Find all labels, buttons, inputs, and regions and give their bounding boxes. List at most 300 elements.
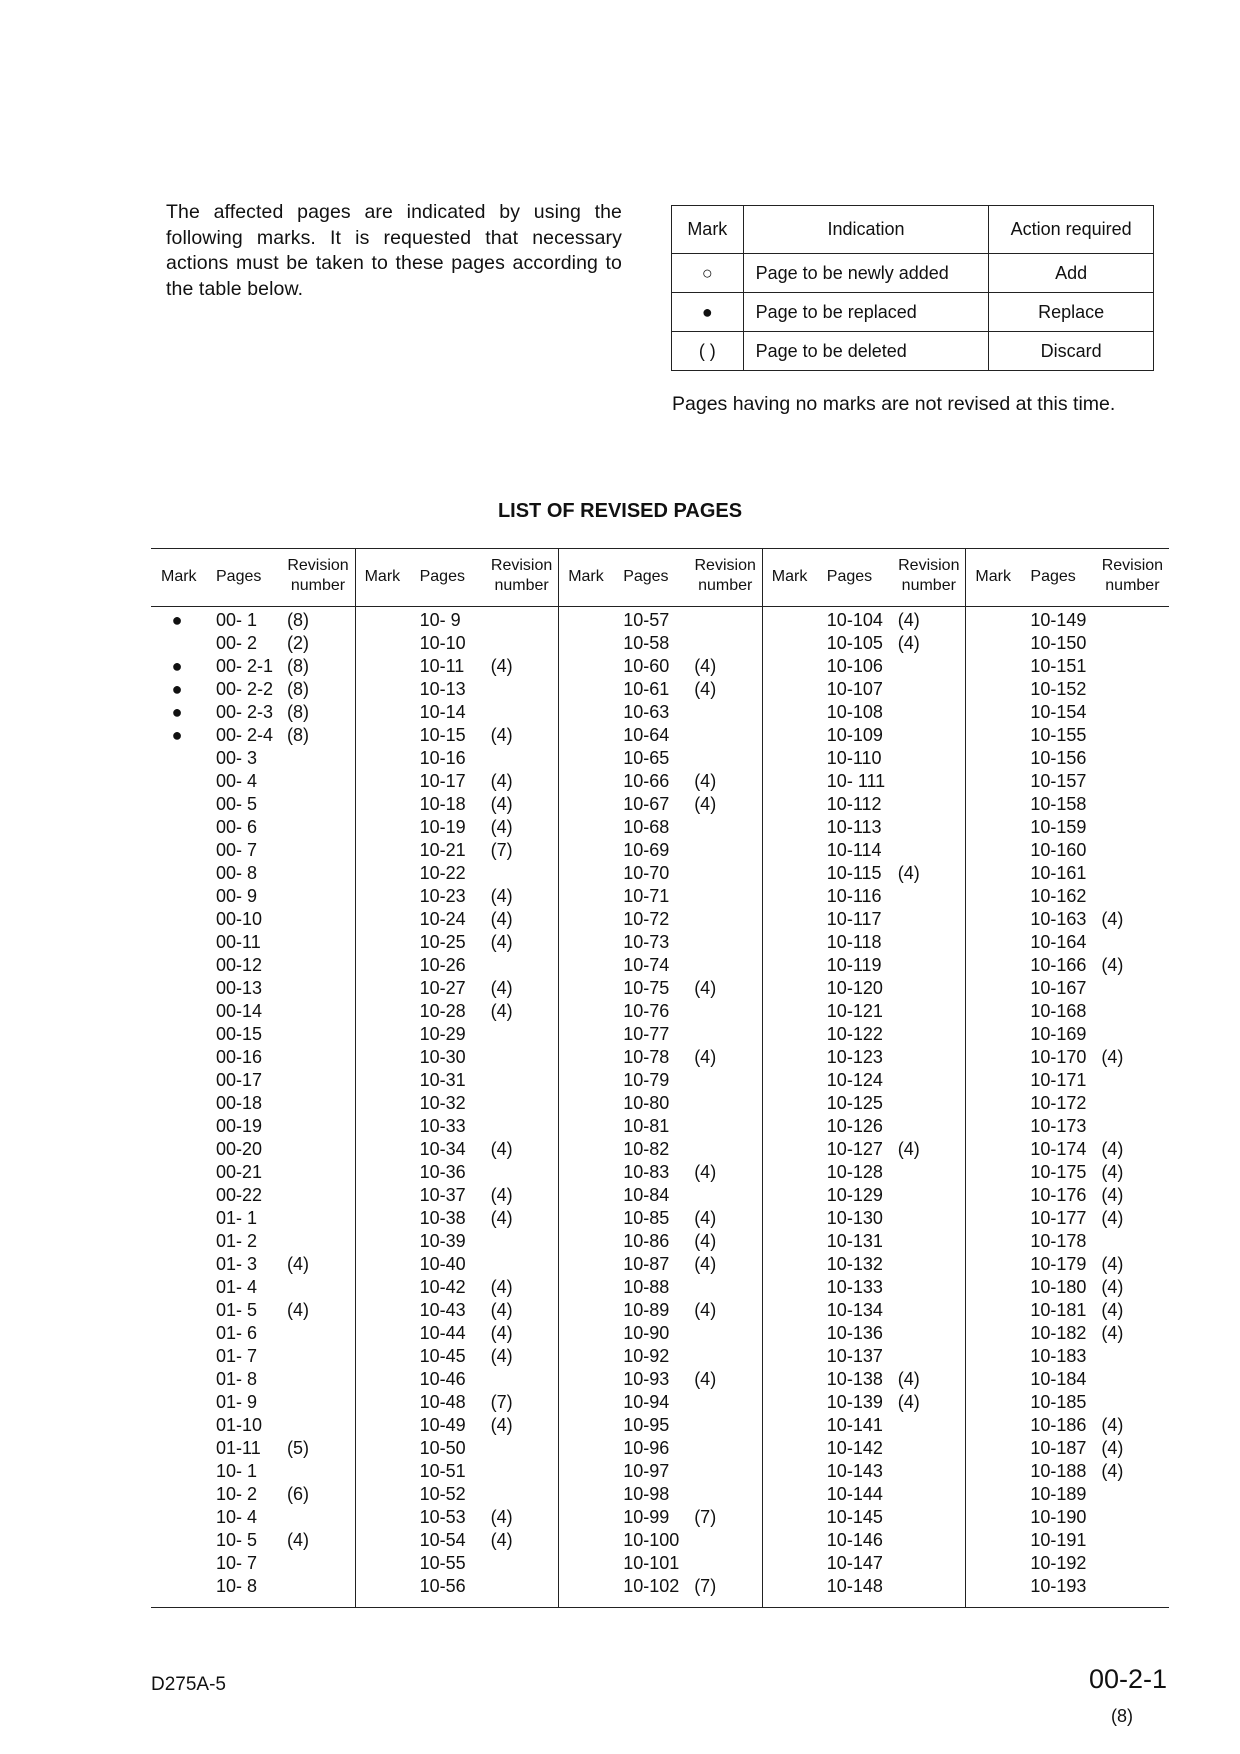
page-ref: 10-104 (826, 610, 883, 630)
column-header (762, 548, 965, 606)
page-ref: 10-180 (1030, 1277, 1087, 1297)
table-row (762, 886, 965, 909)
page-ref: 10-96 (623, 1438, 670, 1458)
page-ref: 10-10 (419, 633, 466, 653)
table-row (558, 1323, 761, 1346)
table-row (355, 1185, 558, 1208)
table-row (355, 656, 558, 679)
table-row (558, 656, 761, 679)
table-row (965, 702, 1168, 725)
page-ref: 10-82 (623, 1139, 670, 1159)
page-ref: 10-100 (623, 1530, 680, 1550)
page-ref: 10-54 (419, 1530, 466, 1550)
table-row (355, 1070, 558, 1093)
table-row (762, 794, 965, 817)
table-row (965, 1461, 1168, 1484)
page-ref: 10-53 (419, 1507, 466, 1527)
table-row (151, 1507, 354, 1530)
table-row (762, 1024, 965, 1047)
page-ref: 10-148 (826, 1576, 883, 1596)
page-ref: 10-155 (1030, 725, 1087, 745)
table-row (355, 1047, 558, 1070)
table-row (762, 1576, 965, 1599)
table-row (762, 1070, 965, 1093)
table-row (762, 1208, 965, 1231)
table-row (151, 886, 354, 909)
legend-header-row (672, 206, 1154, 254)
page-ref: 10-97 (623, 1461, 670, 1481)
page-ref: 10-55 (419, 1553, 466, 1573)
table-row (762, 1392, 965, 1415)
page-ref: 10-57 (623, 610, 670, 630)
page-ref: 10-179 (1030, 1254, 1087, 1274)
table-row (355, 702, 558, 725)
page-ref: 10-176 (1030, 1185, 1087, 1205)
table-row (355, 863, 558, 886)
table-row (762, 656, 965, 679)
revision-number: (4) (1101, 1438, 1124, 1458)
revision-number: (4) (287, 1300, 309, 1320)
page-ref: 10-37 (419, 1185, 466, 1205)
page-ref: 00- 3 (216, 748, 258, 768)
page-ref: 10-154 (1030, 702, 1087, 722)
page-ref: 10-22 (419, 863, 466, 883)
table-row (355, 610, 558, 633)
pages-column (965, 548, 1168, 1608)
table-row (355, 1139, 558, 1162)
page-ref: 10-105 (826, 633, 883, 653)
page-ref: 00- 2-4 (216, 725, 274, 745)
revision-number: (4) (694, 1369, 717, 1389)
table-row (558, 1047, 761, 1070)
table-row (558, 748, 761, 771)
revision-number: (4) (1101, 909, 1124, 929)
table-row (965, 886, 1168, 909)
page-ref: 10-150 (1030, 633, 1087, 653)
revision-number: (4) (694, 1300, 717, 1320)
header-revision-line1: Revision (1101, 557, 1164, 574)
page-ref: 10-193 (1030, 1576, 1087, 1596)
page-ref: 10-24 (419, 909, 466, 929)
page-ref: 10-78 (623, 1047, 670, 1067)
table-row (151, 1392, 354, 1415)
table-row (151, 679, 354, 702)
pages-column (762, 548, 965, 1608)
revision-number: (4) (1101, 1277, 1124, 1297)
table-row (558, 1461, 761, 1484)
revision-number: (4) (1101, 1415, 1124, 1435)
revision-number: (4) (490, 1323, 513, 1343)
revision-number: (4) (490, 1346, 513, 1366)
page-ref: 10- 2 (216, 1484, 258, 1504)
table-row (762, 1254, 965, 1277)
page-ref: 10-61 (623, 679, 670, 699)
column-rows (965, 610, 1168, 1599)
page-ref: 10-157 (1030, 771, 1087, 791)
table-row (558, 1254, 761, 1277)
table-row (965, 1185, 1168, 1208)
column-rows (151, 610, 354, 1599)
table-row (965, 1116, 1168, 1139)
legend-action: Discard (989, 332, 1154, 371)
table-row (762, 1185, 965, 1208)
page-ref: 00-16 (216, 1047, 263, 1067)
revision-number: (4) (1101, 1300, 1124, 1320)
revision-number: (4) (897, 1139, 920, 1159)
revision-number: (4) (694, 1208, 717, 1228)
table-row (355, 886, 558, 909)
page-ref: 10-133 (826, 1277, 883, 1297)
revision-number: (4) (490, 1415, 513, 1435)
page-ref: 10-77 (623, 1024, 670, 1044)
marks-legend-table (671, 205, 1154, 371)
revision-number: (4) (287, 1530, 309, 1550)
page-ref: 10-38 (419, 1208, 466, 1228)
column-rows (355, 610, 558, 1599)
table-row (558, 1277, 761, 1300)
page-ref: 10-124 (826, 1070, 883, 1090)
table-row (965, 633, 1168, 656)
page-ref: 10-71 (623, 886, 670, 906)
table-row (355, 633, 558, 656)
table-row (762, 1484, 965, 1507)
page-ref: 10-92 (623, 1346, 670, 1366)
table-row (762, 1346, 965, 1369)
table-row (965, 1047, 1168, 1070)
revision-number: (4) (1101, 1254, 1124, 1274)
table-row (558, 955, 761, 978)
revision-number: (4) (694, 1231, 717, 1251)
column-rows (558, 610, 761, 1599)
page-ref: 00-12 (216, 955, 263, 975)
header-revision-number (489, 556, 555, 596)
table-row (151, 1001, 354, 1024)
table-row (965, 656, 1168, 679)
page-ref: 10-14 (419, 702, 466, 722)
page-ref: 10- 111 (826, 771, 886, 791)
table-row (762, 978, 965, 1001)
revision-number: (4) (897, 1369, 920, 1389)
page-ref: 10-129 (826, 1185, 883, 1205)
list-title: LIST OF REVISED PAGES (497, 500, 743, 522)
page-ref: 10-66 (623, 771, 670, 791)
revision-number: (4) (490, 932, 513, 952)
table-row (762, 610, 965, 633)
page-ref: 10-190 (1030, 1507, 1087, 1527)
page-ref: 10-170 (1030, 1047, 1087, 1067)
revised-pages-table (151, 548, 1169, 1608)
page-ref: 10-108 (826, 702, 883, 722)
page-ref: 10-115 (826, 863, 882, 883)
page-ref: 10-182 (1030, 1323, 1087, 1343)
revision-number: (4) (1101, 955, 1124, 975)
page-ref: 10-147 (826, 1553, 883, 1573)
table-row (965, 679, 1168, 702)
page-ref: 00-13 (216, 978, 263, 998)
revision-number: (4) (490, 1300, 513, 1320)
header-revision-line2: number (901, 577, 956, 594)
table-row (151, 932, 354, 955)
table-row (762, 1139, 965, 1162)
table-row (762, 1415, 965, 1438)
table-row (762, 1047, 965, 1070)
legend-header-action: Action required (989, 206, 1154, 254)
table-row (355, 748, 558, 771)
table-row (151, 1231, 354, 1254)
table-row (965, 1438, 1168, 1461)
table-row (355, 1438, 558, 1461)
revision-number: (5) (287, 1438, 309, 1458)
page-ref: 10-141 (826, 1415, 883, 1435)
page-ref: 10-136 (826, 1323, 883, 1343)
page-ref: 10-144 (826, 1484, 883, 1504)
revision-number: (4) (490, 886, 513, 906)
page-ref: 10-110 (826, 748, 882, 768)
table-row (762, 1277, 965, 1300)
pages-column (151, 548, 354, 1608)
page-ref: 10-175 (1030, 1162, 1087, 1182)
page-ref: 10-45 (419, 1346, 466, 1366)
table-row (762, 748, 965, 771)
page-ref: 10-126 (826, 1116, 883, 1136)
header-revision-line2: number (494, 577, 549, 594)
page-ref: 10-74 (623, 955, 670, 975)
revision-number: (4) (490, 978, 513, 998)
page-ref: 10-13 (419, 679, 466, 699)
table-row (558, 1024, 761, 1047)
table-row (151, 1461, 354, 1484)
page-ref: 10-145 (826, 1507, 883, 1527)
header-mark: Mark (568, 568, 604, 585)
table-row (355, 679, 558, 702)
page-ref: 10- 9 (419, 610, 461, 630)
table-row (558, 1070, 761, 1093)
page-ref: 10-161 (1030, 863, 1087, 883)
page-ref: 10-43 (419, 1300, 466, 1320)
revision-number: (4) (1101, 1047, 1124, 1067)
page-ref: 00- 5 (216, 794, 258, 814)
page-ref: 00- 9 (216, 886, 258, 906)
page-ref: 01-10 (216, 1415, 263, 1435)
page-ref: 10-40 (419, 1254, 466, 1274)
filled-circle-icon: ● (171, 679, 183, 699)
table-row (965, 1553, 1168, 1576)
header-revision-line2: number (1105, 577, 1160, 594)
page-ref: 10-15 (419, 725, 466, 745)
revision-number: (8) (287, 679, 309, 699)
table-row (558, 1231, 761, 1254)
page-ref: 10-127 (826, 1139, 883, 1159)
table-row (762, 1162, 965, 1185)
table-row (151, 1208, 354, 1231)
page-ref: 10-130 (826, 1208, 883, 1228)
table-row (965, 1530, 1168, 1553)
table-row (355, 1530, 558, 1553)
page-ref: 10-60 (623, 656, 670, 676)
table-row (355, 1369, 558, 1392)
table-row (558, 840, 761, 863)
table-row (762, 1001, 965, 1024)
page-ref: 00- 2-1 (216, 656, 274, 676)
page-ref: 01- 1 (216, 1208, 258, 1228)
revision-number: (8) (287, 702, 309, 722)
table-row (965, 909, 1168, 932)
revision-number: (7) (490, 1392, 513, 1412)
revision-number: (4) (897, 863, 920, 883)
page-ref: 10-152 (1030, 679, 1087, 699)
page-ref: 10-132 (826, 1254, 883, 1274)
page-ref: 10-168 (1030, 1001, 1087, 1021)
page-ref: 10-86 (623, 1231, 670, 1251)
page-ref: 01- 7 (216, 1346, 258, 1366)
page-ref: 10-17 (419, 771, 466, 791)
table-row (151, 1047, 354, 1070)
page-ref: 10-75 (623, 978, 670, 998)
table-row (558, 1346, 761, 1369)
table-row (965, 748, 1168, 771)
table-row (151, 610, 354, 633)
table-row (762, 702, 965, 725)
revision-number: (4) (490, 1208, 513, 1228)
table-row (355, 1162, 558, 1185)
page-ref: 10-67 (623, 794, 670, 814)
table-row (355, 1277, 558, 1300)
header-revision-line2: number (698, 577, 753, 594)
page-ref: 10-183 (1030, 1346, 1087, 1366)
page-ref: 10-169 (1030, 1024, 1087, 1044)
table-row (965, 610, 1168, 633)
page-ref: 10-32 (419, 1093, 466, 1113)
header-pages: Pages (216, 568, 262, 585)
page-ref: 10-109 (826, 725, 883, 745)
page-ref: 10-187 (1030, 1438, 1087, 1458)
revision-number: (6) (287, 1484, 309, 1504)
table-row (355, 978, 558, 1001)
table-row (762, 1438, 965, 1461)
revision-number: (8) (287, 725, 309, 745)
page-ref: 10-44 (419, 1323, 466, 1343)
table-row (762, 932, 965, 955)
column-header (558, 548, 761, 606)
page-ref: 10-114 (826, 840, 882, 860)
table-row (762, 1323, 965, 1346)
page-ref: 00-18 (216, 1093, 263, 1113)
table-row (965, 1300, 1168, 1323)
page-ref: 10-102 (623, 1576, 680, 1596)
table-row (558, 1093, 761, 1116)
table-row (355, 1392, 558, 1415)
revision-number: (2) (287, 633, 309, 653)
page-ref: 00-21 (216, 1162, 263, 1182)
table-row (151, 633, 354, 656)
table-row (151, 1323, 354, 1346)
legend-indication: Page to be newly added (743, 254, 989, 293)
page-ref: 10-85 (623, 1208, 670, 1228)
table-row (558, 817, 761, 840)
revision-number: (4) (287, 1254, 309, 1274)
page-ref: 00- 6 (216, 817, 258, 837)
page-ref: 10-160 (1030, 840, 1087, 860)
page-ref: 10-79 (623, 1070, 670, 1090)
page-ref: 10-186 (1030, 1415, 1087, 1435)
table-row (151, 1484, 354, 1507)
table-row (355, 1024, 558, 1047)
page-ref: 10-46 (419, 1369, 466, 1389)
table-row (151, 1070, 354, 1093)
table-row (558, 1392, 761, 1415)
table-row (151, 702, 354, 725)
table-row (151, 978, 354, 1001)
revision-number: (4) (490, 725, 513, 745)
table-row (151, 909, 354, 932)
revision-number: (4) (694, 656, 717, 676)
page-ref: 10-63 (623, 702, 670, 722)
page-ref: 10-11 (419, 656, 465, 676)
table-row (355, 1093, 558, 1116)
filled-circle-icon: ● (171, 725, 183, 745)
page-ref: 10-117 (826, 909, 882, 929)
page-ref: 10-81 (623, 1116, 670, 1136)
table-row (965, 978, 1168, 1001)
page-ref: 10-27 (419, 978, 466, 998)
page-ref: 10-181 (1030, 1300, 1087, 1320)
legend-header-mark: Mark (672, 206, 744, 254)
table-row (558, 1300, 761, 1323)
table-row (558, 794, 761, 817)
page-ref: 10-30 (419, 1047, 466, 1067)
revision-number: (4) (694, 1254, 717, 1274)
page-ref: 10-162 (1030, 886, 1087, 906)
page-ref: 10-58 (623, 633, 670, 653)
page-ref: 01- 5 (216, 1300, 258, 1320)
table-row (762, 1507, 965, 1530)
page-ref: 10-87 (623, 1254, 670, 1274)
table-row (151, 817, 354, 840)
open-circle-icon: ○ (672, 254, 744, 293)
page-ref: 00- 7 (216, 840, 258, 860)
table-row (558, 1208, 761, 1231)
table-row (558, 863, 761, 886)
table-row (355, 1507, 558, 1530)
table-row (558, 1139, 761, 1162)
table-row (151, 1024, 354, 1047)
page-ref: 10-18 (419, 794, 466, 814)
page-ref: 10-142 (826, 1438, 883, 1458)
revision-number: (4) (1101, 1139, 1124, 1159)
page-ref: 10-172 (1030, 1093, 1087, 1113)
table-row (965, 955, 1168, 978)
revision-number: (4) (694, 679, 717, 699)
page-ref: 10-70 (623, 863, 670, 883)
table-row (558, 633, 761, 656)
page-ref: 10- 7 (216, 1553, 258, 1573)
header-revision-line1: Revision (490, 557, 553, 574)
page-ref: 00-22 (216, 1185, 263, 1205)
table-row (558, 909, 761, 932)
header-mark: Mark (975, 568, 1011, 585)
revision-number: (4) (1101, 1162, 1124, 1182)
page-ref: 00-11 (216, 932, 261, 952)
page-ref: 10-188 (1030, 1461, 1087, 1481)
page-ref: 01- 9 (216, 1392, 258, 1412)
page-ref: 10-84 (623, 1185, 670, 1205)
page-ref: 10-173 (1030, 1116, 1087, 1136)
page-ref: 10-184 (1030, 1369, 1087, 1389)
page-ref: 10-89 (623, 1300, 670, 1320)
revision-number: (8) (287, 610, 309, 630)
revision-number: (4) (490, 817, 513, 837)
table-row (965, 1277, 1168, 1300)
